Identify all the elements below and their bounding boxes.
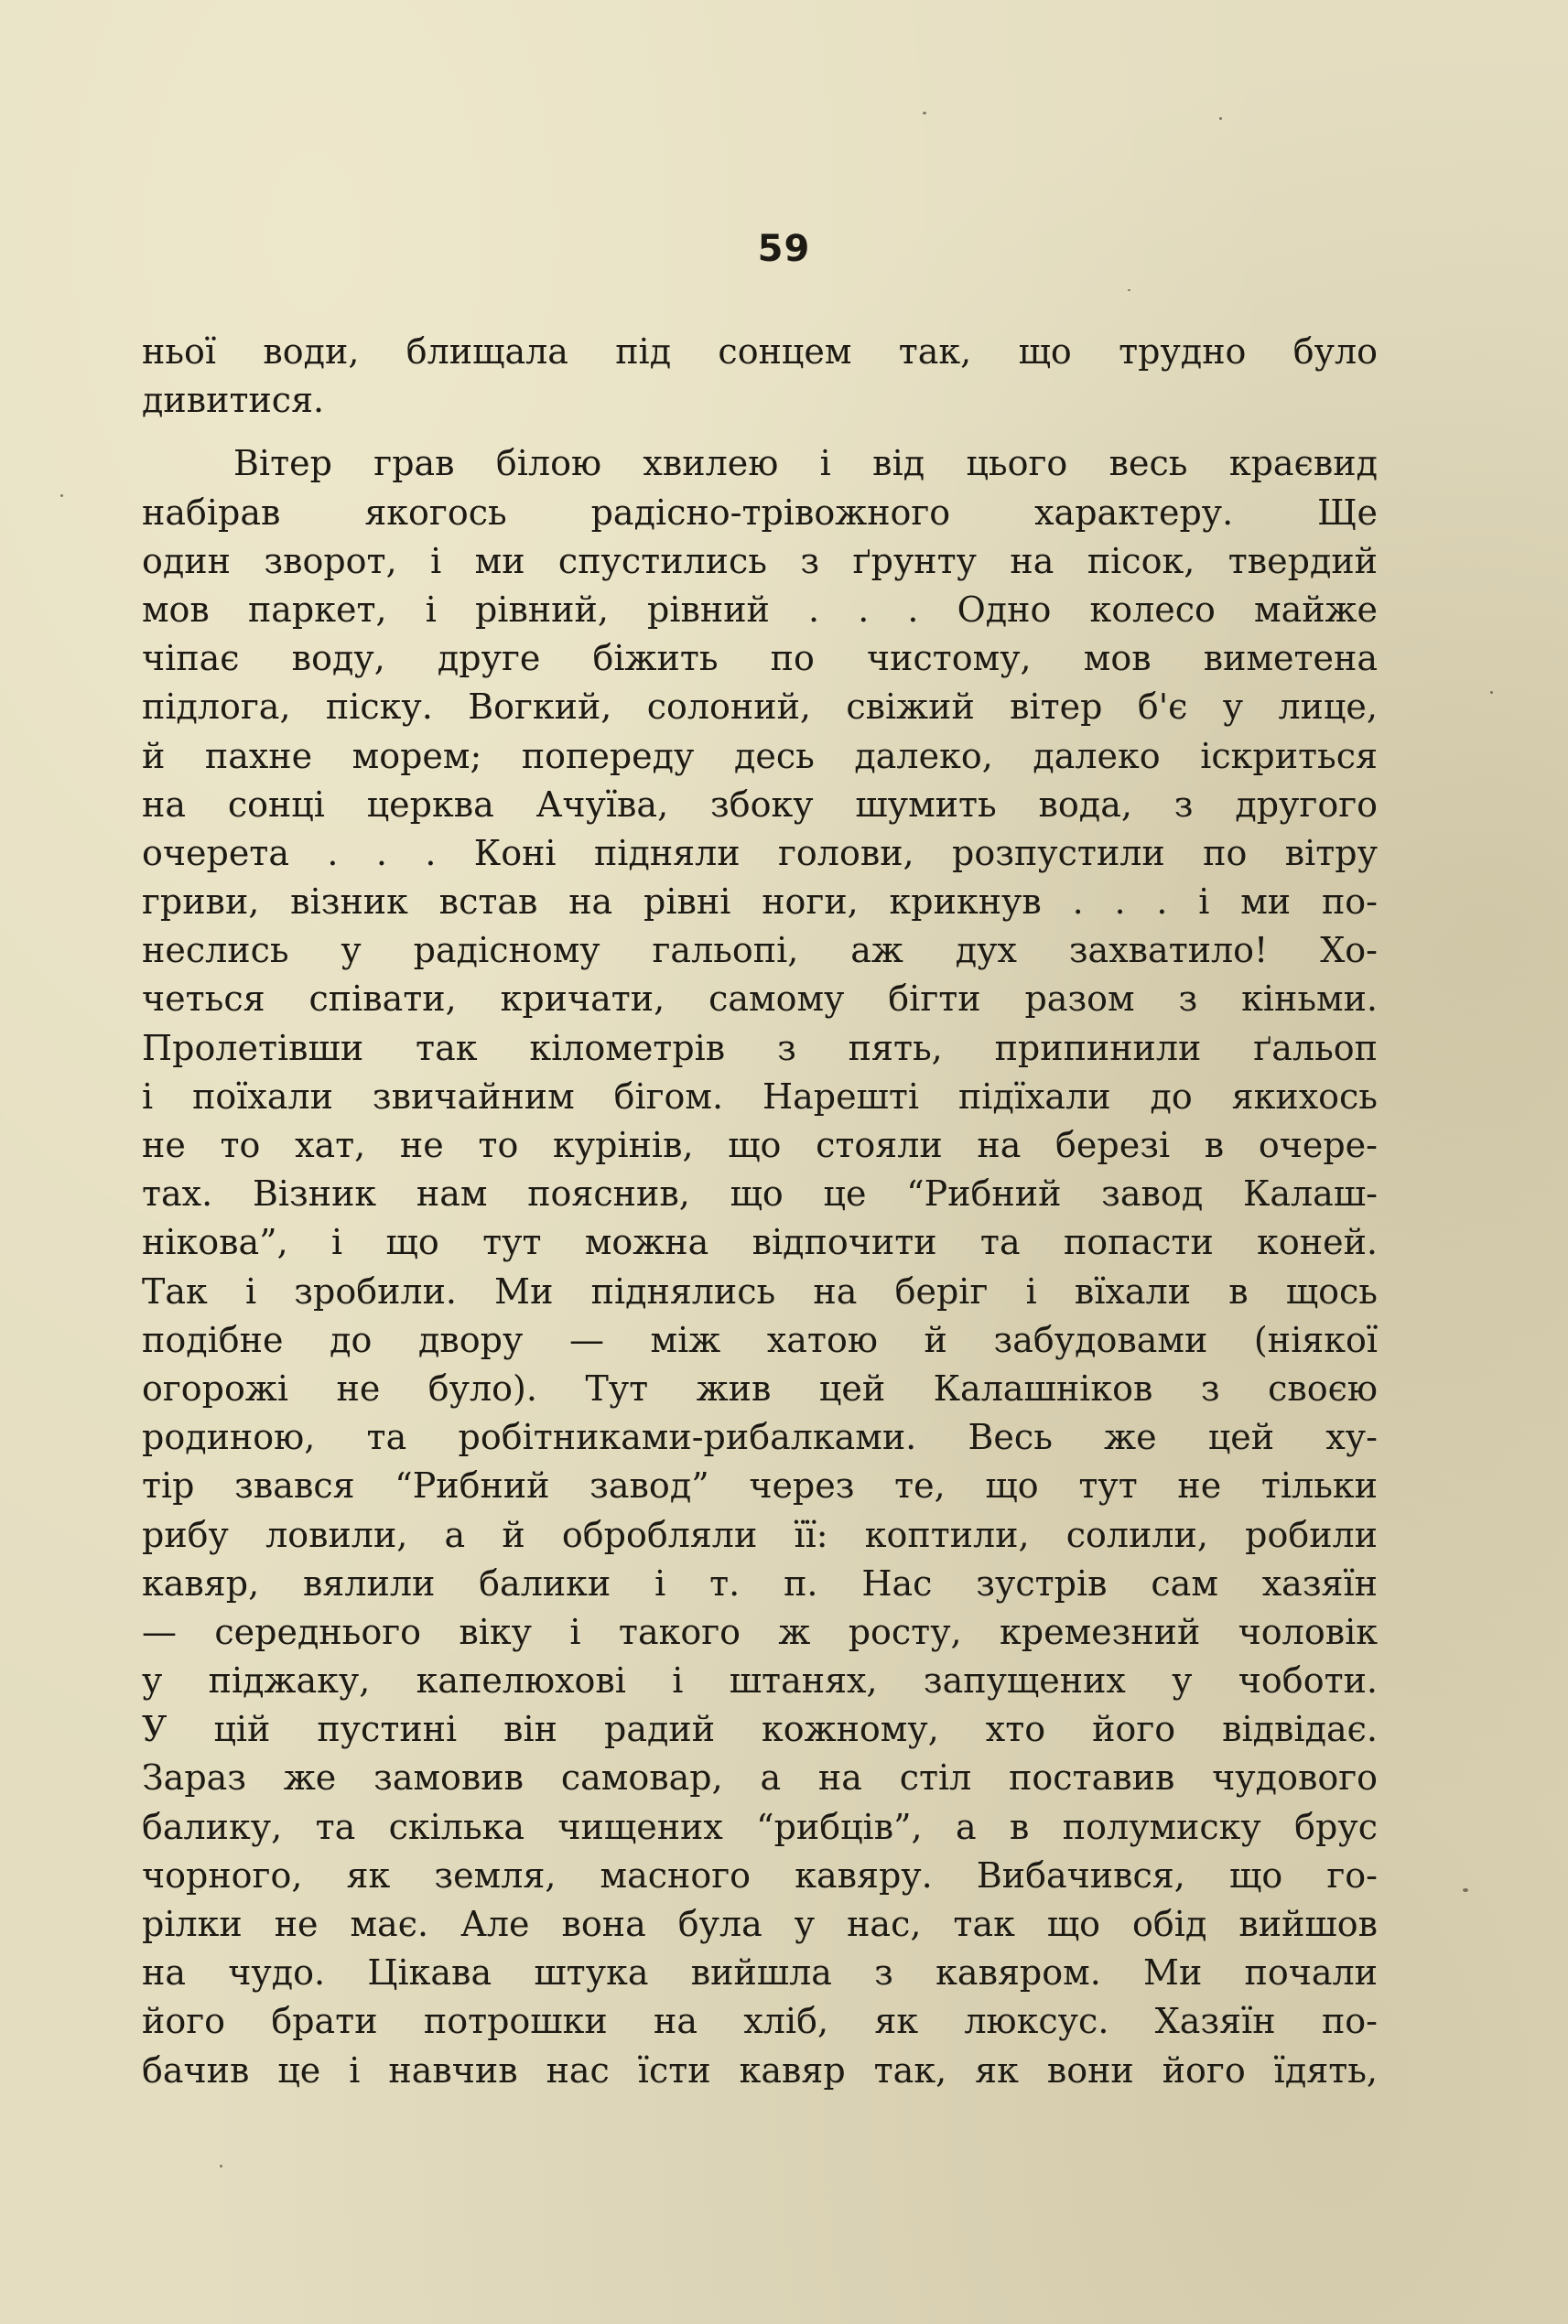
text-line: тір звався “Рибний завод” через те, що тут не тільки bbox=[142, 1465, 1378, 1507]
text-line: на сонці церква Ачуїва, збоку шумить вода, з другого bbox=[142, 784, 1378, 825]
text-line: ньої води, блищала під сонцем так, що трудно було bbox=[142, 331, 1378, 372]
text-line: чорного, як земля, масного кавяру. Вибачився, що го- bbox=[142, 1854, 1378, 1896]
page-number: 59 bbox=[757, 228, 811, 270]
text-line: у піджаку, капелюхові і штанях, запущених у чоботи. bbox=[142, 1660, 1378, 1702]
text-line: не то хат, не то курінів, що стояли на березі в очере- bbox=[142, 1125, 1378, 1165]
text-line: родиною, та робітниками-рибалками. Весь же цей ху- bbox=[142, 1417, 1378, 1458]
text-line: четься співати, кричати, самому бігти разом з кіньми. bbox=[142, 978, 1378, 1020]
text-line: Так і зробили. Ми піднялись на беріг і вїхали в щось bbox=[142, 1270, 1378, 1312]
text-line: на чудо. Цікава штука вийшла з кавяром. Ми почали bbox=[142, 1952, 1378, 1994]
text-line: дивитися. bbox=[142, 380, 325, 421]
text-line: бачив це і навчив нас їсти кавяр так, як вони його їдять, bbox=[142, 2049, 1378, 2091]
text-line: набірав якогось радісно-трівожного характеру. Ще bbox=[142, 492, 1378, 533]
text-line: гриви, візник встав на рівні ноги, крикнув . . . і ми по- bbox=[142, 881, 1378, 923]
text-line: подібне до двору — між хатою й забудовами (ніякої bbox=[142, 1319, 1378, 1360]
text-line: — середнього віку і такого ж росту, кремезний чоловік bbox=[142, 1611, 1378, 1652]
scan-speck bbox=[220, 2165, 222, 2167]
scan-speck bbox=[1219, 117, 1222, 120]
scan-speck bbox=[1463, 1888, 1468, 1892]
text-line: тах. Візник нам пояснив, що це “Рибний завод Калаш- bbox=[142, 1173, 1378, 1215]
text-line: підлога, піску. Вогкий, солоний, свіжий вітер б'є у лице, bbox=[142, 686, 1378, 728]
text-line: рибу ловили, а й обробляли її: коптили, солили, робили bbox=[142, 1514, 1378, 1555]
text-line: балику, та скілька чищених “рибців”, а в полумиску брус bbox=[142, 1806, 1378, 1847]
text-line: огорожі не було). Тут жив цей Калашніков з своєю bbox=[142, 1367, 1378, 1409]
text-line: кавяр, вялили балики і т. п. Нас зустрів сам хазяїн bbox=[142, 1562, 1378, 1604]
text-line: Вітер грав білою хвилею і від цього весь краєвид bbox=[233, 443, 1378, 484]
scan-speck bbox=[1490, 691, 1493, 694]
text-line: чіпає воду, друге біжить по чистому, мов виметена bbox=[142, 638, 1378, 679]
text-line: Пролетівши так кілометрів з пять, припинили ґальоп bbox=[142, 1027, 1378, 1068]
scan-speck bbox=[1128, 289, 1130, 291]
text-line: У цій пустині він радий кожному, хто його відвідає. bbox=[142, 1709, 1378, 1750]
text-line: мов паркет, і рівний, рівний . . . Одно колесо майже bbox=[142, 589, 1378, 630]
text-line: рілки не має. Але вона була у нас, так що обід вийшов bbox=[142, 1904, 1378, 1944]
text-line: його брати потрошки на хліб, як люксус. Хазяїн по- bbox=[142, 2001, 1378, 2042]
text-line: й пахне морем; попереду десь далеко, далеко іскриться bbox=[142, 735, 1378, 776]
text-line: і поїхали звичайним бігом. Нарешті підїхали до якихось bbox=[142, 1076, 1378, 1117]
text-line: нікова”, і що тут можна відпочити та попасти коней. bbox=[142, 1222, 1378, 1263]
scan-speck bbox=[60, 494, 63, 497]
text-line: Зараз же замовив самовар, а на стіл поставив чудового bbox=[142, 1757, 1378, 1799]
text-line: неслись у радісному гальопі, аж дух захватило! Хо- bbox=[142, 930, 1378, 971]
body-text bbox=[142, 328, 1378, 2095]
scan-speck bbox=[923, 112, 926, 114]
text-line: очерета . . . Коні підняли голови, розпустили по вітру bbox=[142, 832, 1378, 873]
text-line: один зворот, і ми спустились з ґрунту на пісок, твердий bbox=[142, 540, 1378, 581]
